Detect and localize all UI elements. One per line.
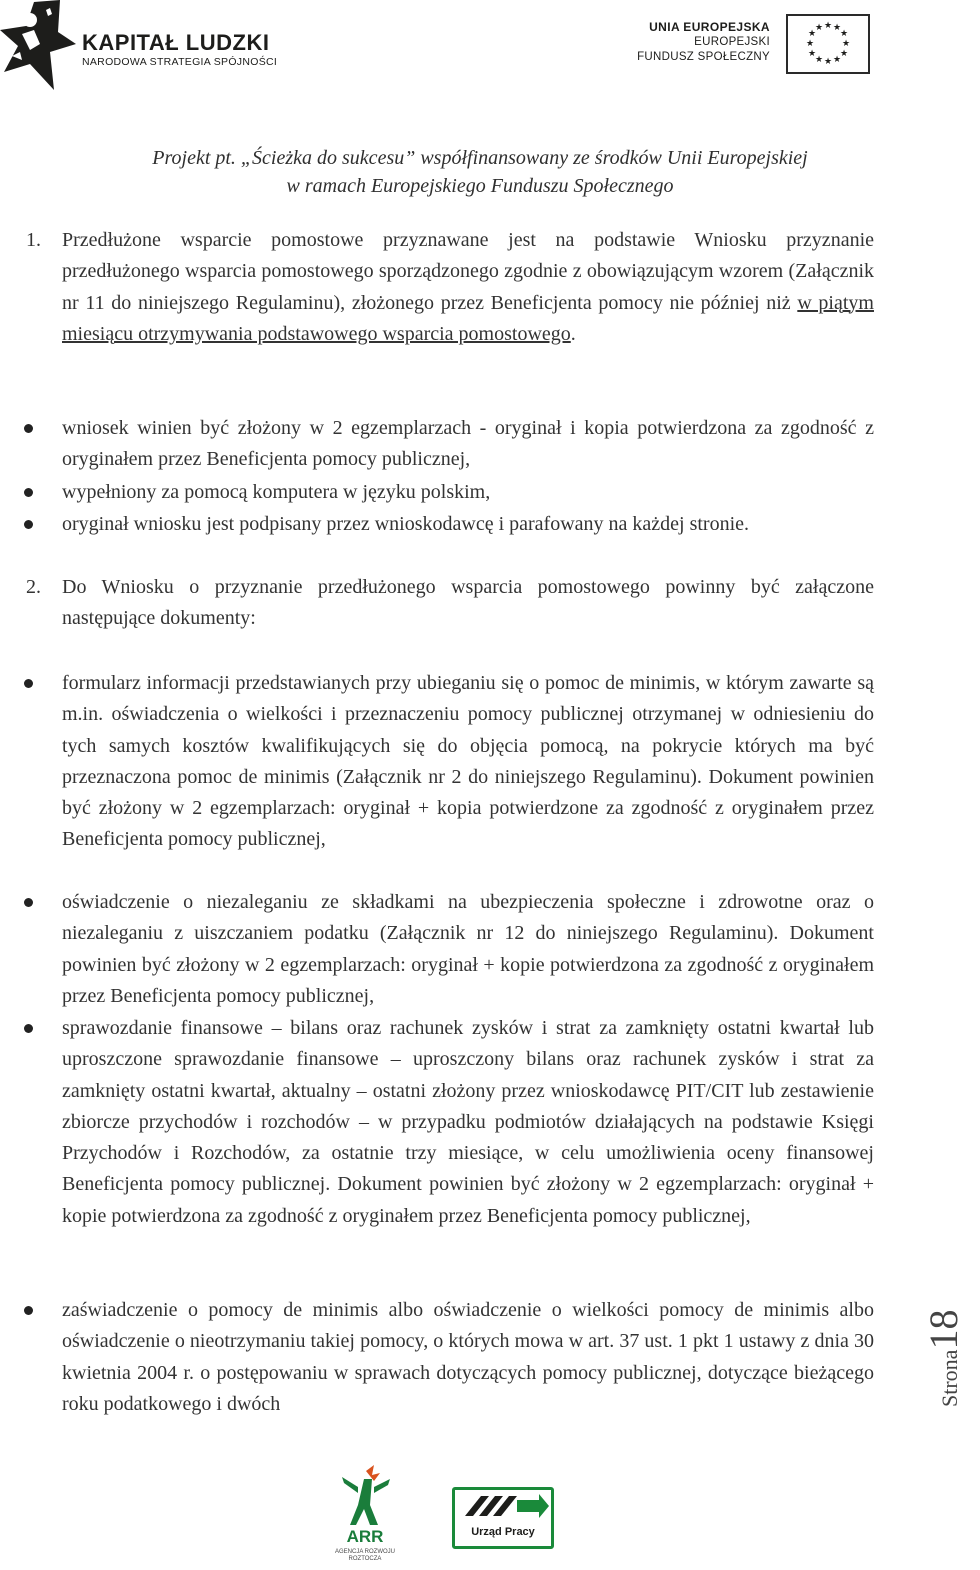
kl-subtitle: NARODOWA STRATEGIA SPÓJNOŚCI [82, 56, 278, 68]
bullet-icon [24, 520, 33, 529]
project-line2: w ramach Europejskiego Funduszu Społecznego [286, 175, 674, 197]
urzad-pracy-logo [452, 1487, 554, 1549]
section2-bullet-4: zaświadczenie o pomocy de minimis albo oświadczenie o wielkości pomocy de minimis albo oświadczenie o nieotrzymaniu takiej pomocy, o których mowa w art. 37 ust. 1 pkt 1 ustawy z dnia 30 kwietnia 2004 r. o postępowaniu w sprawach dotyczących pomocy publicznej, dotyczące bieżącego roku podatkowego i dwóch [62, 1299, 874, 1415]
section2-bullet-2: oświadczenie o niezaleganiu ze składkami na ubezpieczenia społeczne i zdrowotne oraz o niezaleganiu z uiszczaniem podatku (Załącznik nr 12 do niniejszego Regulaminu). Dokument powinien być złożony w 2 egzemplarzach: oryginał + kopie potwierdzona za zgodność z oryginałem przez Beneficjenta pomocy publicznej, [62, 891, 874, 1007]
page-number-value: 18 [921, 1309, 966, 1350]
kapital-ludzki-emblem-icon [0, 0, 78, 92]
section2-bullet-1: formularz informacji przedstawianych przy ubieganiu się o pomoc de minimis, w którym zawarte są m.in. oświadczenia o wielkości i przeznaczeniu pomocy publicznej otrzymanej w odniesieniu do tych samych kosztów kwalifikujących się do objęcia pomocą, na pokrycie których ma być przeznaczona pomoc de minimis (Załącznik nr 2 do niniejszego Regulaminu). Dokument powinien być złożony w 2 egzemplarzach: oryginał + kopia potwierdzone za zgodność z oryginałem przez Beneficjenta pomocy publicznej, [62, 672, 874, 851]
bullet-icon [24, 488, 33, 497]
section1-bullet-3: oryginał wniosku jest podpisany przez wnioskodawcę i parafowany na każdej stronie. [62, 513, 750, 535]
section2-bullet-3: sprawozdanie finansowe – bilans oraz rachunek zysków i strat za zamknięty ostatni kwartał lub uproszczone sprawozdanie finansowe – uproszczony bilans oraz rachunek zysków i strat za zamknięty ostatni kwartał, aktualny – ostatni złożony przez wnioskodawcę PIT/CIT lub zestawienie zbiorcze przychodów i rozchodów – w przypadku podmiotów działających na podstawie Księgi Przychodów i Rozchodów, za ostatnie trzy miesiące, w celu umożliwienia oceny finansowej Beneficjenta pomocy publicznej. Dokument powinien być złożony w 2 egzemplarzach: oryginał + kopie potwierdzona za zgodność z oryginałem przez Beneficjenta pomocy publicznej, [62, 1017, 874, 1227]
ue-line1: UNIA EUROPEJSKA [649, 20, 770, 34]
bullet-icon [24, 424, 33, 433]
svg-text:★: ★ [839, 29, 849, 39]
eu-logo [620, 14, 870, 78]
project-line1: Projekt pt. „Ścieżka do sukcesu” współfinansowany ze środków Unii Europejskiej [152, 147, 808, 169]
kl-title: KAPITAŁ LUDZKI [82, 30, 270, 55]
section1-bullet-2: wypełniony za pomocą komputera w języku polskim, [62, 481, 491, 503]
svg-text:★: ★ [823, 21, 833, 31]
svg-text:★: ★ [805, 39, 815, 49]
section2-paragraph: Do Wniosku o przyznanie przedłużonego wsparcia pomostowego powinny być załączone następujące dokumenty: [62, 576, 874, 630]
svg-text:★: ★ [841, 39, 851, 49]
section1-paragraph [62, 225, 874, 350]
svg-text:★: ★ [814, 55, 824, 65]
footer [0, 1465, 960, 1570]
ue-line3: FUNDUSZ SPOŁECZNY [637, 51, 770, 63]
svg-text:★: ★ [807, 49, 817, 59]
project-header [0, 144, 960, 200]
arr-sub-label: AGENCJA ROZWOJU ROZTOCZA [334, 1549, 395, 1562]
urzad-pracy-arrow-icon [455, 1490, 551, 1526]
section1-number: 1. [26, 229, 41, 251]
page-label: Strona [937, 1349, 962, 1407]
ue-line2: EUROPEJSKI [694, 36, 770, 48]
arr-figure-icon [328, 1465, 418, 1529]
svg-text:★: ★ [832, 55, 842, 65]
section2-number: 2. [26, 576, 41, 598]
svg-text:★: ★ [807, 29, 817, 39]
svg-text:★: ★ [832, 23, 842, 33]
page-number [920, 1310, 980, 1460]
bullet-icon [24, 1024, 33, 1033]
section1-bullet-1: wniosek winien być złożony w 2 egzemplarzach - oryginał i kopia potwierdzona za zgodność z oryginałem przez Beneficjenta pomocy publicznej, [62, 417, 874, 471]
section1-text-underlined: w piątym miesiącu otrzymywania podstawowego wsparcia pomostowego [62, 291, 874, 345]
svg-text:★: ★ [823, 57, 833, 67]
kapital-ludzki-logo [0, 0, 300, 95]
section1-text-b: . [570, 322, 576, 345]
bullet-icon [24, 1306, 33, 1315]
section1-text-a: Przedłużone wsparcie pomostowe przyznawane jest na podstawie Wniosku przyznanie przedłużonego wsparcia pomostowego sporządzonego zgodnie z obowiązującym wzorem (Załącznik nr 11 do niniejszego Regulaminu), złożonego przez Beneficjenta pomocy nie później niż [62, 229, 874, 314]
eu-flag-icon [786, 14, 870, 74]
svg-text:★: ★ [839, 49, 849, 59]
bullet-icon [24, 679, 33, 688]
arr-label: ARR [346, 1527, 384, 1546]
svg-text:★: ★ [814, 23, 824, 33]
urzad-pracy-label: Urząd Pracy [471, 1526, 535, 1538]
bullet-icon [24, 898, 33, 907]
